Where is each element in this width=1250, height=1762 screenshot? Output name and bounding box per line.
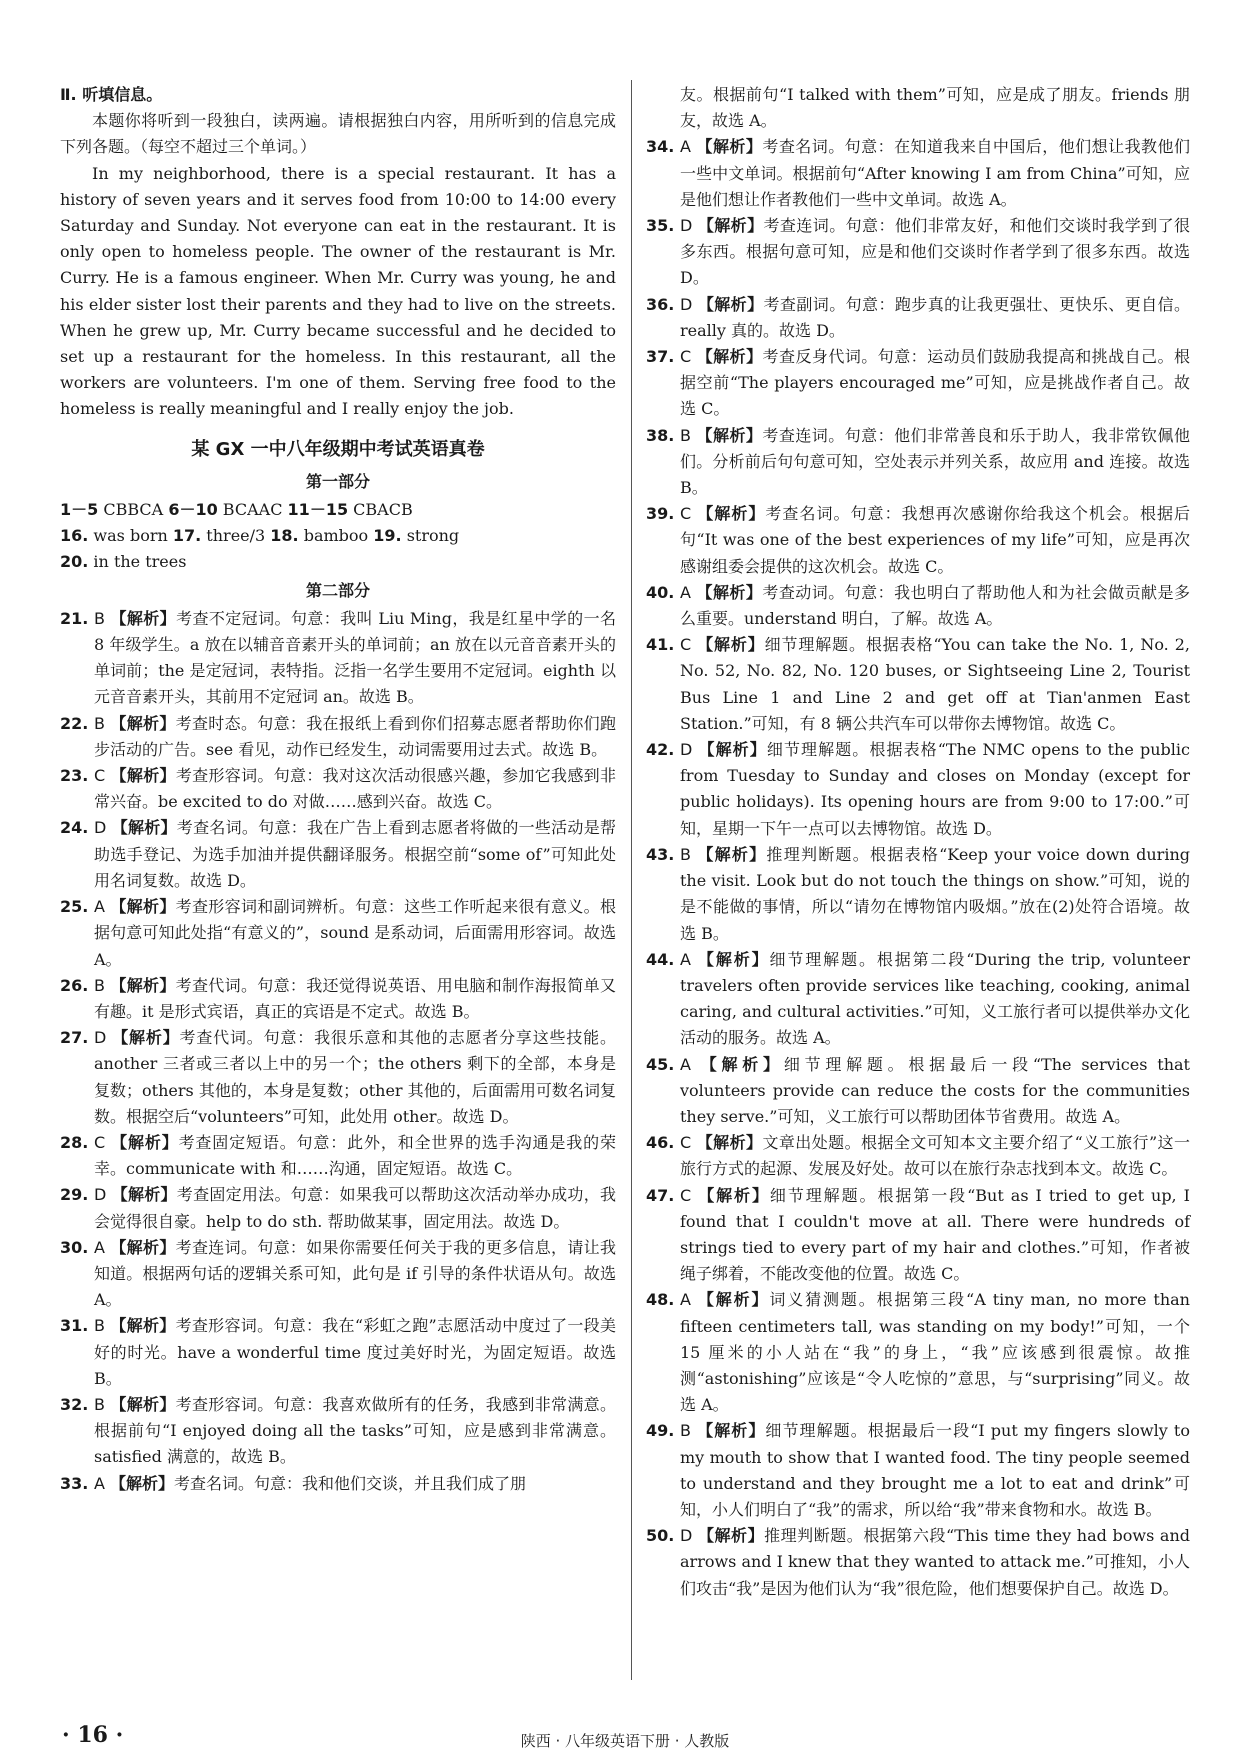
item-tag: 【解析】 [111, 1132, 179, 1152]
item-answer: B [680, 844, 698, 864]
item-answer: B [94, 713, 111, 733]
answer-value: in the trees [88, 552, 187, 572]
item-explanation: 细节理解题。根据第一段“But as I tried to get up, I found that I couldn't move at all. There were hundreds of strings tied to every part of my hair and clothes.”可知，作者被绳子绑着，不能改变他的位置。故选 C。 [680, 1185, 1190, 1284]
item-answer: C [680, 1185, 699, 1205]
item-answer: D [680, 216, 698, 236]
item-answer: A [94, 1237, 111, 1257]
answer-item [646, 501, 1190, 580]
item-tag: 【解析】 [110, 1316, 176, 1336]
exam-title: 某 GX 一中八年级期中考试英语真卷 [191, 438, 485, 460]
item-tag: 【解析】 [110, 766, 176, 786]
item-answer: A [680, 1290, 698, 1310]
answer-item [60, 606, 616, 711]
item-number: 40. [646, 582, 675, 602]
answer-number: 19. [373, 526, 402, 546]
item-explanation: 考查时态。句意：我在报纸上看到你们招募志愿者帮助你们跑步活动的广告。see 看见，动作已经发生，动词需要用过去式。故选 B。 [94, 713, 616, 759]
answer-item [646, 632, 1190, 737]
item-explanation: 细节理解题。根据第二段“During the trip, volunteer travelers often provide services like teaching, cooking, animal caring, and cultural activities.”可知，义工旅行者可以提供举办文化活动的服务。故选 A。 [680, 949, 1190, 1048]
item-explanation: 考查固定用法。句意：如果我可以帮助这次活动举办成功，我会觉得很自豪。help to do sth. 帮助做某事，固定用法。故选 D。 [94, 1185, 616, 1231]
item-number: 41. [646, 635, 675, 655]
item-explanation: 细节理解题。根据最后一段“The services that volunteers provide can reduce the costs for the communities they serve.”可知，义工旅行可以帮助团体节省费用。故选 A。 [680, 1054, 1190, 1126]
item-tag: 【解析】 [696, 1133, 763, 1153]
answer-number: 20. [60, 552, 89, 572]
item-answer: B [94, 1394, 111, 1414]
answer-value: strong [401, 526, 460, 546]
answer-value: three/3 [201, 526, 271, 546]
item-explanation: 考查代词。句意：我还觉得说英语、用电脑和制作海报简单又有趣。it 是形式宾语，真正的宾语是不定式。故选 B。 [94, 975, 616, 1021]
item-explanation: 考查形容词。句意：我在“彩虹之跑”志愿活动中度过了一段美好的时光。have a wonderful time 度过美好时光，为固定短语。故选 B。 [94, 1316, 616, 1388]
item-explanation: 考查代词。句意：我很乐意和其他的志愿者分享这些技能。another 三者或三者以上中的另一个；the others 剩下的全部，本身是复数；others 其他的，本身是复数；other 其他的，后面需用可数名词复数。根据空后“volunteers”可知，此处用 other。故选 D。 [94, 1028, 616, 1126]
item-number: 37. [646, 347, 675, 367]
answer-item [60, 1313, 616, 1392]
item-number: 25. [60, 897, 89, 917]
item-number: 35. [646, 216, 675, 236]
item-answer: B [94, 608, 111, 628]
item-explanation: 考查连词。句意：他们非常友好，和他们交谈时我学到了很多东西。根据句意可知，应是和他们交谈时作者学到了很多东西。故选 D。 [680, 216, 1190, 288]
item-number: 26. [60, 975, 89, 995]
item-answer: D [94, 1028, 113, 1048]
item-explanation: 考查形容词。句意：我喜欢做所有的任务，我感到非常满意。根据前句“I enjoyed doing all the tasks”可知，应是感到非常满意。satisfied 满意的，故选 B。 [94, 1394, 616, 1467]
answers-1-15 [60, 497, 616, 523]
item-number: 38. [646, 425, 675, 445]
item-tag: 【解析】 [696, 347, 763, 367]
item-answer: A [94, 897, 111, 917]
answer-item [60, 973, 616, 1025]
item-number: 44. [646, 949, 675, 969]
item-number: 32. [60, 1394, 89, 1414]
item-tag: 【解析】 [697, 635, 765, 655]
listening-script: In my neighborhood, there is a special restaurant. It has a history of seven years and it serves food from 10:00 to 14:00 every Saturday and Sunday. Not everyone can eat in the restaurant. It is only open to homeless people. The owner of the restaurant is Mr. Curry. He is a famous engineer. When Mr. Curry was young, he and his elder sister lost their parents and they had to live on the streets. When he grew up, Mr. Curry became successful and he decided to set up a restaurant for the homeless. In this restaurant, all the workers are volunteers. I'm one of them. Serving free food to the homeless is really meaningful and I really enjoy the job. [60, 163, 616, 419]
item-answer: C [680, 504, 698, 524]
answer-item [646, 737, 1190, 842]
answer-item [646, 947, 1190, 1052]
item-explanation: 推理判断题。根据表格“Keep your voice down during the visit. Look but do not touch the things on show.”可知，说的是不能做的事情，所以“请勿在博物馆内吸烟。”放在(2)处符合语境。故选 B。 [680, 844, 1190, 943]
answer-item [60, 815, 616, 894]
answer-item [646, 423, 1190, 502]
answer-item [60, 711, 616, 763]
item-number: 28. [60, 1132, 89, 1152]
left-answer-list [60, 606, 616, 1497]
item-tag: 【解析】 [698, 740, 767, 760]
answer-item [60, 1130, 616, 1182]
item-tag: 【解析】 [697, 1290, 770, 1310]
answer-number: 11－15 [287, 500, 349, 520]
answer-value: bamboo [298, 526, 374, 546]
item-tag: 【解析】 [112, 1028, 180, 1048]
item-number: 50. [646, 1526, 675, 1546]
answer-item [60, 1392, 616, 1471]
answer-item [60, 763, 616, 815]
item-tag: 【解析】 [110, 1394, 176, 1414]
item-answer: D [680, 740, 699, 760]
item-answer: C [680, 635, 698, 655]
item-explanation: 考查形容词。句意：我对这次活动很感兴趣，参加它我感到非常兴奋。be excited to do 对做……感到兴奋。故选 C。 [94, 766, 616, 812]
item-tag: 【解析】 [697, 949, 770, 969]
item-number: 42. [646, 740, 675, 760]
column-divider [631, 80, 632, 1680]
item-explanation: 考查名词。句意：我在广告上看到志愿者将做的一些活动是帮助选手登记、为选手加油并提供翻译服务。根据空前“some of”可知此处用名词复数。故选 D。 [94, 818, 616, 890]
answer-value: CBBCA [98, 500, 169, 520]
item-explanation: 细节理解题。根据表格“You can take the No. 1, No. 2, No. 52, No. 82, No. 120 buses, or Sightseeing Line 2, Tourist Bus Line 1 and Line 2 and get off at Tian'anmen East Station.”可知，有 8 辆公共汽车可以带你去博物馆。故选 C。 [680, 635, 1190, 733]
answer-item [60, 1471, 616, 1497]
item-number: 23. [60, 766, 89, 786]
item-number: 46. [646, 1133, 675, 1153]
item-tag: 【解析】 [110, 608, 177, 628]
item-tag: 【解析】 [696, 137, 763, 157]
instruction-text: 本题你将听到一段独白，读两遍。请根据独白内容，用所听到的信息完成下列各题。（每空不超过三个单词。） [60, 111, 616, 157]
item-answer: D [680, 294, 698, 314]
item-number: 22. [60, 713, 89, 733]
item-answer: B [94, 1316, 111, 1336]
answers-20 [60, 549, 616, 575]
item-tag: 【解析】 [110, 1237, 176, 1257]
item-answer: D [94, 1185, 112, 1205]
item-number: 31. [60, 1316, 89, 1336]
item-explanation: 考查名词。句意：我想再次感谢你给我这个机会。根据后句“It was one of the best experiences of my life”可知，应是再次感谢组委会提供的这次机会。故选 C。 [680, 504, 1190, 576]
answer-value: CBACB [348, 500, 413, 520]
item-tag: 【解析】 [110, 1473, 175, 1493]
item-number: 29. [60, 1185, 89, 1205]
item-number: 45. [646, 1054, 675, 1074]
left-column [60, 82, 616, 1497]
answer-number: 6－10 [168, 500, 218, 520]
item-number: 30. [60, 1237, 89, 1257]
item-explanation: 词义猜测题。根据第三段“A tiny man, no more than fifteen centimeters tall, was standing on my body!”可知，一个 15 厘米的小人站在“我”的身上，“我”应该感到很震惊。故推测“astonishing”应该是“令人吃惊的”意思，与“surprising”同义。故选 A。 [680, 1290, 1190, 1415]
item-number: 27. [60, 1028, 89, 1048]
item-explanation: 推理判断题。根据第六段“This time they had bows and arrows and I knew that they wanted to attack me.”可推知，小人们攻击“我”是因为他们认为“我”很危险，他们想要保护自己。故选 D。 [680, 1526, 1190, 1598]
answer-item [646, 134, 1190, 213]
item-answer: D [94, 818, 112, 838]
item-tag: 【解析】 [110, 897, 176, 917]
item-number: 48. [646, 1290, 675, 1310]
answers-16-19 [60, 523, 616, 549]
right-column [646, 82, 1190, 1602]
item-tag: 【解析】 [697, 1421, 766, 1441]
item-number: 36. [646, 294, 675, 314]
item-answer: B [680, 1421, 698, 1441]
item-answer: B [94, 975, 111, 995]
item-explanation: 考查反身代词。句意：运动员们鼓励我提高和挑战自己。根据空前“The players encouraged me”可知，应是挑战作者自己。故选 C。 [680, 347, 1190, 419]
answer-item [646, 580, 1190, 632]
item-number: 21. [60, 608, 89, 628]
item-tag: 【解析】 [697, 844, 767, 864]
item-answer: C [94, 1132, 112, 1152]
item-answer: A [680, 1054, 701, 1074]
item-answer: C [680, 1133, 697, 1153]
item-explanation: 考查固定短语。句意：此外，和全世界的选手沟通是我的荣幸。communicate with 和……沟通，固定短语。故选 C。 [94, 1132, 616, 1179]
item-explanation: 细节理解题。根据最后一段“I put my fingers slowly to my mouth to show that I wanted food. The tiny people seemed to understand and they brought me a lot to eat and drink”可知，小人们明白了“我”的需求，所以给“我”带来食物和水。故选 B。 [680, 1421, 1190, 1519]
answer-item [60, 1182, 616, 1234]
item-number: 24. [60, 818, 89, 838]
item-explanation: 考查连词。句意：他们非常善良和乐于助人，我非常钦佩他们。分析前后句句意可知，空处表示并列关系，故应用 and 连接。故选 B。 [680, 425, 1190, 498]
item-tag: 【解析】 [696, 425, 763, 445]
item-33-continuation: 友。根据前句“I talked with them”可知，应是成了朋友。friends 朋友，故选 A。 [680, 85, 1190, 131]
answer-number: 1－5 [60, 500, 99, 520]
item-answer: C [680, 347, 697, 367]
item-explanation: 考查名词。句意：在知道我来自中国后，他们想让我教他们一些中文单词。根据前句“After knowing I am from China”可知，应是他们想让作者教他们一些中文单词。故选 A。 [680, 137, 1190, 209]
answer-item [646, 1523, 1190, 1602]
answer-item [646, 1287, 1190, 1418]
item-tag: 【解析】 [110, 975, 176, 995]
page-number: · 16 · [62, 1722, 124, 1748]
item-number: 39. [646, 504, 675, 524]
part-one-heading: 第一部分 [305, 471, 370, 491]
item-explanation: 考查不定冠词。句意：我叫 Liu Ming，我是红星中学的一名 8 年级学生。a 放在以辅音音素开头的单词前；an 放在以元音音素开头的单词前；the 是定冠词，表特指。泛指一名学生要用不定冠词。eighth 以元音音素开头，其前用不定冠词 an。故选 B。 [94, 608, 616, 707]
item-answer: D [680, 1526, 698, 1546]
answer-item [646, 842, 1190, 947]
answer-item [60, 1235, 616, 1314]
item-explanation: 考查副词。句意：跑步真的让我更强壮、更快乐、更自信。really 真的。故选 D。 [680, 294, 1190, 340]
item-number: 43. [646, 844, 675, 864]
answer-item [646, 344, 1190, 423]
answer-value: was born [88, 526, 173, 546]
item-tag: 【解析】 [700, 1054, 784, 1074]
item-tag: 【解析】 [110, 713, 176, 733]
part-two-heading: 第二部分 [305, 580, 370, 600]
answer-item [646, 1130, 1190, 1182]
item-explanation: 细节理解题。根据表格“The NMC opens to the public from Tuesday to Sunday and closes on Monday (except for public holidays). Its opening hours are from 9:00 to 17:00.”可知，星期一下午一点可以去博物馆。故选 D。 [680, 740, 1190, 838]
answer-item [646, 1418, 1190, 1523]
answer-item [60, 1025, 616, 1130]
book-info: 陕西 · 八年级英语下册 · 人教版 [520, 1732, 730, 1750]
item-tag: 【解析】 [697, 294, 764, 314]
item-explanation: 考查形容词和副词辨析。句意：这些工作听起来很有意义。根据句意可知此处指“有意义的”，sound 是系动词，后面需用形容词。故选 A。 [94, 897, 616, 969]
answer-item [646, 292, 1190, 344]
answer-number: 17. [172, 526, 202, 546]
item-answer: A [94, 1473, 111, 1493]
item-number: 33. [60, 1473, 89, 1493]
answer-item [646, 213, 1190, 292]
item-answer: A [680, 582, 697, 602]
item-answer: B [680, 425, 697, 445]
answer-item [646, 1183, 1190, 1288]
item-tag: 【解析】 [111, 818, 177, 838]
item-tag: 【解析】 [697, 216, 764, 236]
answer-number: 18. [270, 526, 299, 546]
item-number: 47. [646, 1185, 675, 1205]
item-explanation: 考查名词。句意：我和他们交谈，并且我们成了朋 [174, 1473, 527, 1493]
answer-item [60, 894, 616, 973]
item-number: 49. [646, 1421, 675, 1441]
right-answer-list [646, 134, 1190, 1601]
section-heading: Ⅱ. 听填信息。 [60, 85, 163, 104]
item-tag: 【解析】 [698, 1185, 770, 1205]
item-tag: 【解析】 [697, 504, 766, 524]
item-tag: 【解析】 [697, 1526, 765, 1546]
item-answer: A [680, 137, 697, 157]
item-answer: C [94, 766, 111, 786]
item-tag: 【解析】 [696, 582, 763, 602]
item-number: 34. [646, 137, 675, 157]
item-tag: 【解析】 [111, 1185, 177, 1205]
item-answer: A [680, 949, 698, 969]
item-explanation: 文章出处题。根据全文可知本文主要介绍了“义工旅行”这一旅行方式的起源、发展及好处。故可以在旅行杂志找到本文。故选 C。 [680, 1133, 1190, 1179]
answer-number: 16. [60, 526, 89, 546]
item-explanation: 考查动词。句意：我也明白了帮助他人和为社会做贡献是多么重要。understand 明白，了解。故选 A。 [680, 582, 1190, 629]
item-explanation: 考查连词。句意：如果你需要任何关于我的更多信息，请让我知道。根据两句话的逻辑关系可知，此句是 if 引导的条件状语从句。故选 A。 [94, 1237, 616, 1310]
answer-item [646, 1052, 1190, 1131]
answer-value: BCAAC [217, 500, 288, 520]
